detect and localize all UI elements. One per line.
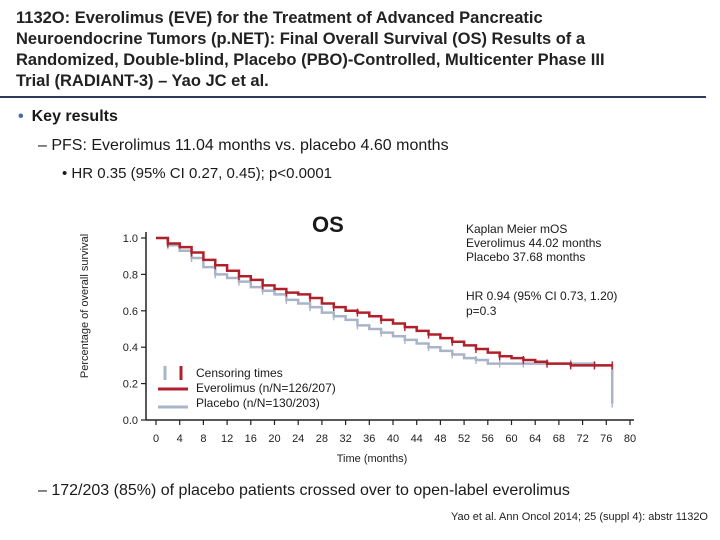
hr-value: HR 0.94 (95% CI 0.73, 1.20) — [466, 289, 618, 303]
x-tick-label: 8 — [200, 433, 207, 445]
p-value: p=0.3 — [466, 304, 497, 318]
x-tick-label: 80 — [623, 433, 637, 445]
x-tick-label: 76 — [600, 433, 613, 445]
y-tick-label: 0.2 — [122, 378, 138, 391]
x-tick-label: 0 — [152, 433, 160, 445]
x-tick-label: 12 — [220, 433, 234, 445]
x-tick-label: 32 — [339, 433, 352, 445]
x-tick-label: 40 — [386, 433, 400, 445]
x-tick-label: 48 — [434, 433, 447, 445]
x-tick-label: 52 — [457, 433, 471, 445]
x-axis-label: Time (months) — [336, 453, 408, 465]
x-tick-label: 20 — [268, 433, 281, 445]
citation: Yao et al. Ann Oncol 2014; 25 (suppl 4): abstr 1132O — [450, 511, 708, 523]
chart-legend-swatches — [158, 366, 188, 407]
km-everolimus: Everolimus 44.02 months — [466, 236, 602, 250]
bullet-dot-icon: • — [18, 108, 24, 125]
page-title: 1132O: Everolimus (EVE) for the Treatment of Advanced Pancreatic Neuroendocrine Tumors (p.NET): Final Overall Survival (OS) Results of a Randomized, Double-blind, Placebo (PBO)-Controlled, Multicenter Phase III Trial (RADIANT-3) – Yao JC et al. — [16, 9, 605, 90]
hr-annotation — [466, 289, 617, 319]
key-results-label: Key results — [31, 108, 118, 125]
km-label: Kaplan Meier mOS — [466, 222, 568, 236]
x-tick-label: 36 — [363, 433, 376, 445]
bullet-pfs: – PFS: Everolimus 11.04 months vs. placebo 4.60 months — [38, 137, 449, 154]
x-tick-label: 56 — [481, 433, 494, 445]
y-tick-label: 0.4 — [122, 342, 138, 355]
chart-title: OS — [312, 212, 344, 237]
x-tick-label: 4 — [176, 433, 183, 445]
y-tick-label: 0.8 — [122, 269, 138, 282]
km-placebo: Placebo 37.68 months — [466, 250, 586, 264]
bullet-crossover: – 172/203 (85%) of placebo patients crossed over to open-label everolimus — [38, 482, 570, 499]
x-tick-label: 24 — [292, 433, 305, 445]
x-tick-label: 60 — [505, 433, 518, 445]
x-tick-label: 16 — [244, 433, 257, 445]
legend-censor: Censoring times — [196, 366, 283, 380]
x-tick-label: 28 — [315, 433, 329, 445]
chart-legend — [196, 366, 336, 411]
y-axis-label: Percentage of overall survival — [79, 233, 91, 379]
x-tick-label: 68 — [552, 433, 566, 445]
x-tick-label: 64 — [529, 433, 542, 445]
bullet-hr: • HR 0.35 (95% CI 0.27, 0.45); p<0.0001 — [62, 165, 332, 182]
x-tick-label: 72 — [576, 433, 589, 445]
km-annotation — [466, 222, 601, 264]
legend-everolimus: Everolimus (n/N=126/207) — [196, 381, 336, 395]
legend-placebo: Placebo (n/N=130/203) — [196, 396, 320, 410]
y-tick-label: 1.0 — [122, 233, 138, 245]
y-tick-label: 0.0 — [122, 415, 138, 427]
y-tick-label: 0.6 — [122, 305, 138, 318]
chart-ticks — [123, 233, 636, 445]
x-tick-label: 44 — [410, 433, 423, 445]
